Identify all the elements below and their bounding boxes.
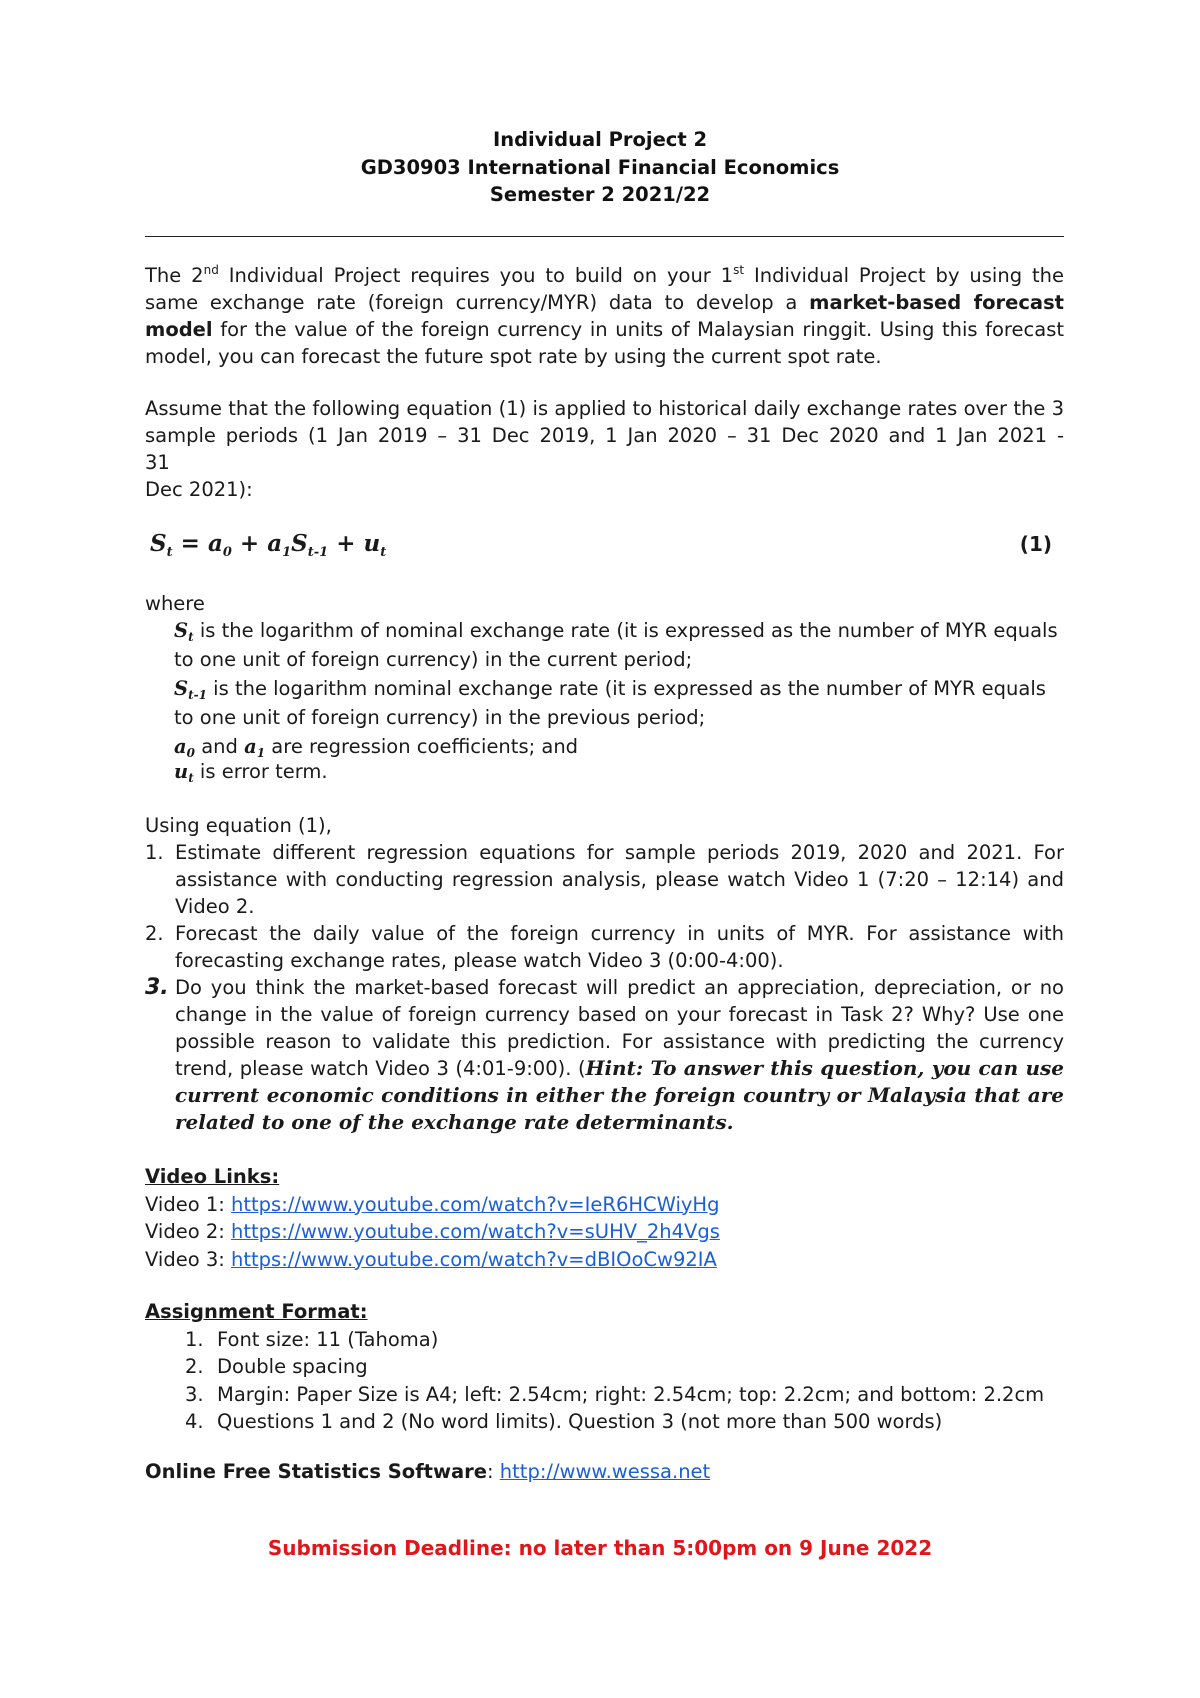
video-2-link[interactable]: https://www.youtube.com/watch?v=sUHV_2h4Vgs bbox=[231, 1220, 720, 1243]
task-1: 1. Estimate different regression equations for sample periods 2019, 2020 and 2021. For assistance with conducting regression analysis, please watch Video 1 (7:20 – 12:14) and Video 2. bbox=[145, 841, 1064, 918]
definition-coefficients: $a_0$ and $a_1$ are regression coefficients; and bbox=[174, 735, 579, 760]
definition-st: $S_t$ is the logarithm of nominal exchange rate (it is expressed as the number of MYR equals to one unit of foreign currency) in the current period; bbox=[174, 619, 1058, 671]
software-label: Online Free Statistics Software bbox=[145, 1460, 488, 1483]
software-link[interactable]: http://www.wessa.net bbox=[499, 1460, 711, 1483]
assignment-format-section bbox=[145, 1298, 1064, 1436]
model-emphasis: market-based forecast model bbox=[145, 291, 1064, 341]
task-3-hint: Hint: To answer this question, you can use current economic conditions in either the foreign country or Malaysia that are related to one of the exchange rate determinants. bbox=[175, 1056, 1064, 1134]
task-2: 2. Forecast the daily value of the foreign currency in units of MYR. For assistance with forecasting exchange rates, please watch Video 3 (0:00-4:00). bbox=[145, 922, 1064, 972]
video-link-row: Video 2: https://www.youtube.com/watch?v=sUHV_2h4Vgs bbox=[145, 1220, 720, 1243]
assignment-format-heading: Assignment Format: bbox=[145, 1300, 368, 1323]
intro-paragraph: The 2nd Individual Project requires you to build on your 1st Individual Project by using the same exchange rate (foreign currency/MYR) data to develop a market-based forecast model for the value of the foreign currency in units of Malaysian ringgit. Using this forecast model, you can forecast the future spot rate by using the current spot rate. bbox=[145, 263, 1064, 368]
assumption-paragraph bbox=[145, 395, 1064, 503]
document-title: Individual Project 2 bbox=[492, 128, 708, 151]
task-list bbox=[145, 839, 1064, 1136]
task-3: 3. Do you think the market-based forecast will predict an appreciation, depreciation, or no change in the value of foreign currency based on your forecast in Task 2? Why? Use one possible reason to validate this prediction. For assistance with predicting the currency trend, please watch Video 3 (4:01-9:00). (Hint: To answer this question, you can use current economic conditions in either the foreign country or Malaysia that are related to one of the exchange rate determinants. bbox=[145, 975, 1064, 1134]
tasks-intro: Using equation (1), bbox=[145, 814, 332, 837]
video-link-row: Video 1: https://www.youtube.com/watch?v=IeR6HCWiyHg bbox=[145, 1192, 720, 1216]
semester-title: Semester 2 2021/22 bbox=[489, 183, 711, 206]
definitions-list bbox=[174, 616, 1064, 783]
video-3-link[interactable]: https://www.youtube.com/watch?v=dBIOoCw92IA bbox=[231, 1247, 717, 1271]
course-title: GD30903 International Financial Economics bbox=[360, 156, 840, 179]
format-item: 3. Margin: Paper Size is A4; left: 2.54cm; right: 2.54cm; top: 2.2cm; and bottom: 2.2cm bbox=[185, 1382, 1045, 1406]
where-label: where bbox=[145, 592, 205, 615]
video-links-section bbox=[145, 1163, 1064, 1273]
assumption-line: Assume that the following equation (1) is applied to historical daily exchange rates over the 3 sample periods (1 Jan 2019 – 31 Dec 2019, 1 Jan 2020 – 31 Dec 2020 and 1 Jan 2021 - bbox=[145, 397, 1064, 447]
regression-equation: $S_t = a_0 + a_1S_{t-1} + u_t$ (1) bbox=[150, 530, 1052, 560]
equation-number: (1) bbox=[1019, 532, 1052, 556]
submission-deadline: Submission Deadline: no later than 5:00pm on 9 June 2022 bbox=[267, 1536, 933, 1560]
format-item: 2. Double spacing bbox=[185, 1355, 368, 1378]
format-item: 1. Font size: 11 (Tahoma) bbox=[185, 1327, 439, 1351]
video-links-heading: Video Links: bbox=[145, 1165, 280, 1188]
video-link-row: Video 3: https://www.youtube.com/watch?v=dBIOoCw92IA bbox=[145, 1247, 717, 1271]
definition-error: $u_t$ is error term. bbox=[174, 760, 328, 785]
assumption-line-2: 31 bbox=[145, 451, 170, 474]
definition-st-1: $S_{t-1}$ is the logarithm nominal exchange rate (it is expressed as the number of MYR equals to one unit of foreign currency) in the previous period; bbox=[174, 677, 1046, 729]
format-item: 4. Questions 1 and 2 (No word limits). Question 3 (not more than 500 words) bbox=[185, 1410, 943, 1433]
assumption-line-3: Dec 2021): bbox=[145, 478, 253, 501]
video-1-link[interactable]: https://www.youtube.com/watch?v=IeR6HCWiyHg bbox=[231, 1192, 720, 1216]
header-divider bbox=[145, 236, 1064, 237]
software-line: Online Free Statistics Software: http://www.wessa.net bbox=[145, 1460, 711, 1483]
